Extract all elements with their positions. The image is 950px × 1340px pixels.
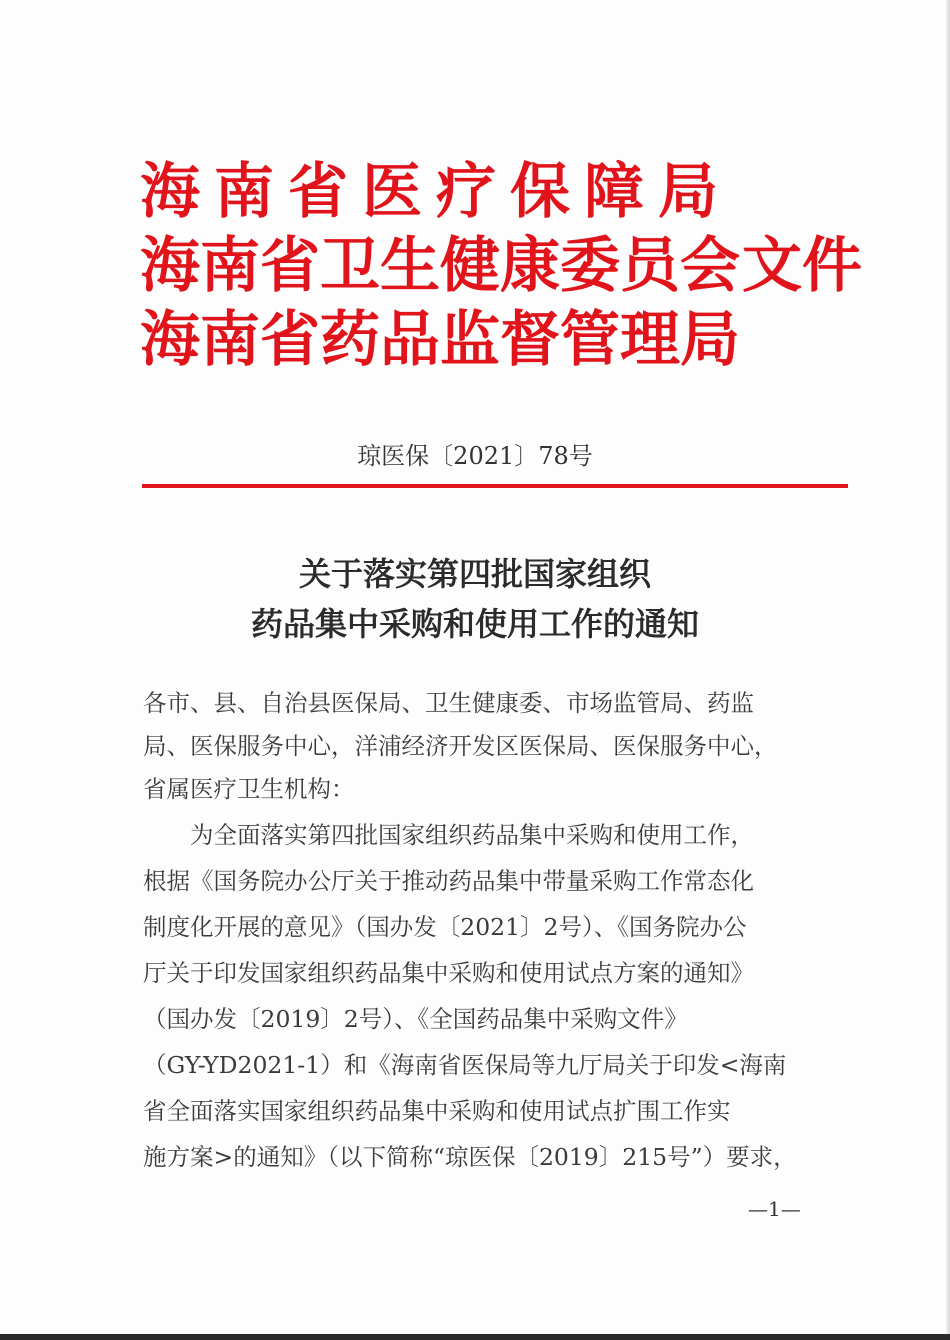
- body-line: 制度化开展的意见》（国办发〔2021〕2号）、《国务院办公: [143, 913, 747, 941]
- body-line: （国办发〔2019〕2号）、《全国药品集中采购文件》: [143, 1005, 688, 1033]
- red-separator-line: [142, 484, 848, 488]
- title-line-1: 关于落实第四批国家组织: [298, 555, 651, 593]
- document-number: 琼医保〔2021〕78号: [357, 442, 593, 470]
- scan-edge: [0, 1334, 950, 1340]
- scan-edge: [946, 0, 950, 1340]
- title-line-2: 药品集中采购和使用工作的通知: [250, 605, 699, 643]
- issuer-line-2: 海南省卫生健康委员会: [140, 231, 740, 301]
- body-line: 施方案>的通知》（以下简称“琼医保〔2019〕215号”）要求，: [143, 1143, 797, 1171]
- body-line: 为全面落实第四批国家组织药品集中采购和使用工作，: [143, 821, 754, 849]
- page-number: —1—: [748, 1197, 801, 1221]
- body-line: 省全面落实国家组织药品集中采购和使用试点扩围工作实: [143, 1097, 731, 1125]
- issuer-line-1: 海南省医疗保障局: [140, 157, 732, 227]
- issuer-line-3: 海南省药品监督管理局: [140, 305, 740, 375]
- document-type-label: 文件: [742, 231, 862, 301]
- body-line: 省属医疗卫生机构：: [143, 775, 355, 803]
- body-line: 各市、县、自治县医保局、卫生健康委、市场监管局、药监: [143, 689, 754, 717]
- body-line: 根据《国务院办公厅关于推动药品集中带量采购工作常态化: [143, 867, 754, 895]
- body-line: 局、医保服务中心，洋浦经济开发区医保局、医保服务中心，: [143, 732, 778, 760]
- body-line: （GY-YD2021-1）和《海南省医保局等九厅局关于印发<海南: [143, 1051, 787, 1079]
- body-line: 厅关于印发国家组织药品集中采购和使用试点方案的通知》: [143, 959, 754, 987]
